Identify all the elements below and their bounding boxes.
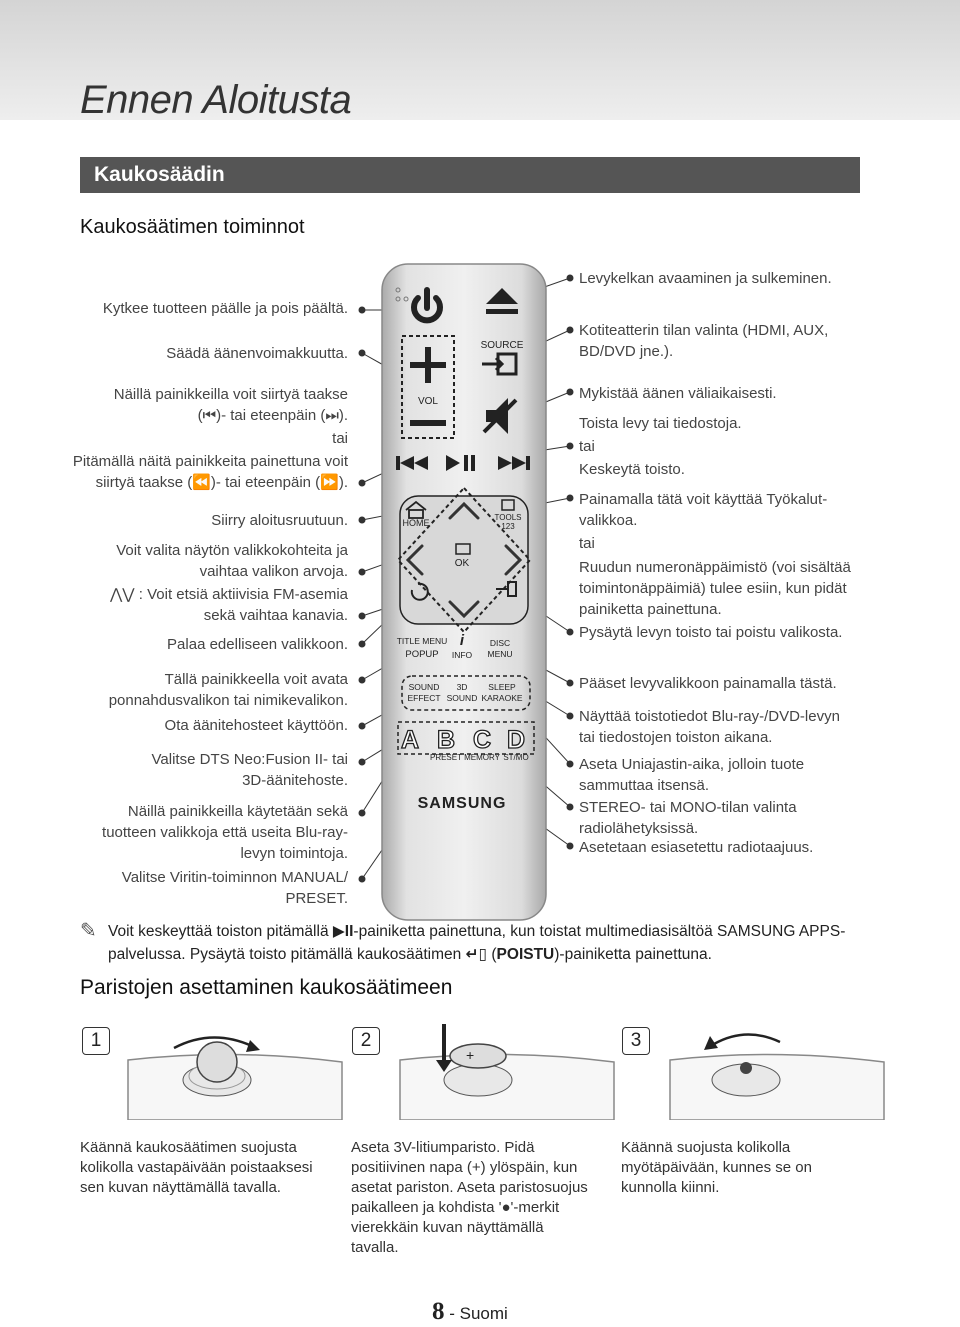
note xyxy=(80,920,880,966)
step-2-illustration xyxy=(394,1020,616,1120)
right-label: sammuttaa itsensä. xyxy=(579,777,710,794)
source-button-label: SOURCE xyxy=(480,340,524,351)
left-label: Siirry aloitusruutuun. xyxy=(211,512,348,529)
right-label: STEREO- tai MONO-tilan valinta xyxy=(579,799,797,816)
samsung-logo: SAMSUNG xyxy=(417,795,507,812)
step-text: Aseta 3V-litiumparisto. Pidä positiivinen napa (+) ylöspäin, kun asetat pariston. Aseta paristosuojus paikalleen ja kohdista '●'-merkit vierekkäin kuvan näyttämällä tavalla. xyxy=(351,1139,588,1256)
left-label: Ota äänitehosteet käyttöön. xyxy=(164,717,348,734)
right-label: Aseta Uniajastin-aika, jolloin tuote xyxy=(579,756,805,773)
right-label: Painamalla tätä voit käyttää Työkalut- xyxy=(579,491,828,508)
left-label: Säädä äänenvoimakkuutta. xyxy=(166,345,348,362)
page-number: 8 - Suomi xyxy=(432,1298,508,1325)
left-label: Valitse DTS Neo:Fusion II- tai xyxy=(151,751,348,768)
karaoke-label: KARAOKE xyxy=(481,693,523,703)
vol-label: VOL xyxy=(417,396,439,407)
left-label: sekä vaihtaa kanavia. xyxy=(203,607,348,624)
step-text: Käännä suojusta kolikolla myötäpäivään, kunnes se on kunnolla kiinni. xyxy=(621,1139,812,1196)
effect-label: EFFECT xyxy=(407,693,441,703)
right-label: Ruudun numeronäppäimistö (voi sisältää xyxy=(579,559,851,576)
right-label: Toista levy tai tiedostoja. xyxy=(579,415,742,432)
left-label: 3D-äänitehoste. xyxy=(242,772,348,789)
3d-label: 3D xyxy=(456,682,468,692)
step-3-illustration xyxy=(664,1020,886,1120)
disc-label: DISC xyxy=(489,638,511,648)
step-number: 2 xyxy=(352,1027,380,1055)
d-button[interactable]: D xyxy=(506,726,526,754)
right-label: Kotiteatterin tilan valinta (HDMI, AUX, xyxy=(579,322,829,339)
tools-label: TOOLS xyxy=(494,513,522,522)
left-label: ponnahdusvalikon tai nimikevalikon. xyxy=(108,692,348,709)
left-label: tuotteen valikkoja että useita Blu-ray- xyxy=(102,824,348,841)
a-button[interactable]: A xyxy=(400,726,420,754)
svg-text:+: + xyxy=(466,1047,475,1063)
left-label: levyn toimintoja. xyxy=(240,845,348,862)
c-button[interactable]: C xyxy=(472,726,492,754)
right-label: BD/DVD jne.). xyxy=(579,343,674,360)
popup-label: POPUP xyxy=(405,649,439,660)
right-label: Asetetaan esiasetettu radiotaajuus. xyxy=(579,839,814,856)
right-label: Pysäytä levyn toisto tai poistu valikosta. xyxy=(579,624,843,641)
left-label: Pitämällä näitä painikkeita painettuna voit xyxy=(72,453,348,470)
exit-glyph: ↵▯ xyxy=(465,946,488,963)
step-number: 1 xyxy=(82,1027,110,1055)
3d-sound-label: SOUND xyxy=(446,693,478,703)
info-label: INFO xyxy=(451,650,473,660)
right-label: Pääset levyvalikkoon painamalla tästä. xyxy=(579,675,837,692)
right-label: Levykelkan avaaminen ja sulkeminen. xyxy=(579,270,832,287)
right-label: toimintonäppäimiä) tulee esiin, kun pidät xyxy=(579,580,847,597)
left-label: Palaa edelliseen valikkoon. xyxy=(167,636,348,653)
right-label: Keskeytä toisto. xyxy=(579,461,685,478)
info-i-glyph: i xyxy=(459,632,465,649)
step-text: Käännä kaukosäätimen suojusta kolikolla vastapäivään poistaaksesi sen kuvan näyttämällä tavalla. xyxy=(80,1139,313,1196)
step-1-illustration xyxy=(122,1020,344,1120)
sleep-label: SLEEP xyxy=(488,682,516,692)
left-label: Tällä painikkeella voit avata xyxy=(164,671,348,688)
subsection-heading: Kaukosäätimen toiminnot xyxy=(80,216,305,238)
play-pause-glyph: ▶II xyxy=(332,923,354,940)
tools-sub-label: 123 xyxy=(501,522,515,531)
samsung-apps-label: SAMSUNG APPS xyxy=(717,923,841,940)
section-heading: Kaukosäädin xyxy=(80,157,860,193)
left-label: vaihtaa valikon arvoja. xyxy=(199,563,348,580)
disc-menu-label: MENU xyxy=(487,649,513,659)
sound-label: SOUND xyxy=(408,682,440,692)
right-label: tai xyxy=(579,535,595,552)
left-label: Voit valita näytön valikkokohteita ja xyxy=(116,542,348,559)
left-label: tai xyxy=(332,430,348,447)
preset-label: PRESET xyxy=(429,753,463,762)
home-label: HOME xyxy=(402,518,430,528)
b-button[interactable]: B xyxy=(436,726,456,754)
stmo-label: ST/MO xyxy=(503,753,529,762)
right-label: Näyttää toistotiedot Blu-ray-/DVD-levyn xyxy=(579,708,840,725)
right-label: painiketta painettuna. xyxy=(579,601,722,618)
right-label: tai tiedostojen toiston aikana. xyxy=(579,729,773,746)
remote-control-illustration xyxy=(378,262,550,922)
step-number: 3 xyxy=(622,1027,650,1055)
right-label: Mykistää äänen väliaikaisesti. xyxy=(579,385,777,402)
right-label: radiolähetyksissä. xyxy=(579,820,699,837)
note-pencil-icon: ✎ xyxy=(80,920,97,942)
right-label: valikkoa. xyxy=(579,512,638,529)
left-label: (⏮)- tai eteenpäin (⏭). xyxy=(197,407,348,424)
right-label: tai xyxy=(579,438,595,455)
battery-section-heading: Paristojen asettaminen kaukosäätimeen xyxy=(80,976,453,999)
exit-label: POISTU xyxy=(496,946,555,963)
note-text: Voit keskeyttää toiston pitämällä ▶II-painiketta painettuna, kun toistat multimediasisältöä SAMSUNG APPS-palvelussa. Pysäytä toisto pitämällä kaukosäätimen ↵▯ (POISTU)-painiketta painettuna. xyxy=(108,923,846,963)
left-label: Valitse Viritin-toiminnon MANUAL/ xyxy=(121,869,348,886)
left-label: Näillä painikkeilla käytetään sekä xyxy=(127,803,348,820)
left-label: PRESET. xyxy=(285,890,348,907)
title-menu-label: TITLE MENU xyxy=(396,636,448,646)
memory-label: MEMORY xyxy=(464,753,500,762)
left-label: siirtyä taakse (⏪)- tai eteenpäin (⏩). xyxy=(95,474,348,491)
left-label: ⋀⋁ : Voit etsiä aktiivisia FM-asemia xyxy=(109,586,348,603)
left-label: Näillä painikkeilla voit siirtyä taakse xyxy=(113,386,348,403)
ok-label: OK xyxy=(454,558,470,569)
volume-down-icon[interactable] xyxy=(410,420,446,426)
page-title: Ennen Aloitusta xyxy=(80,78,352,122)
left-label: Kytkee tuotteen päälle ja pois päältä. xyxy=(102,300,348,317)
